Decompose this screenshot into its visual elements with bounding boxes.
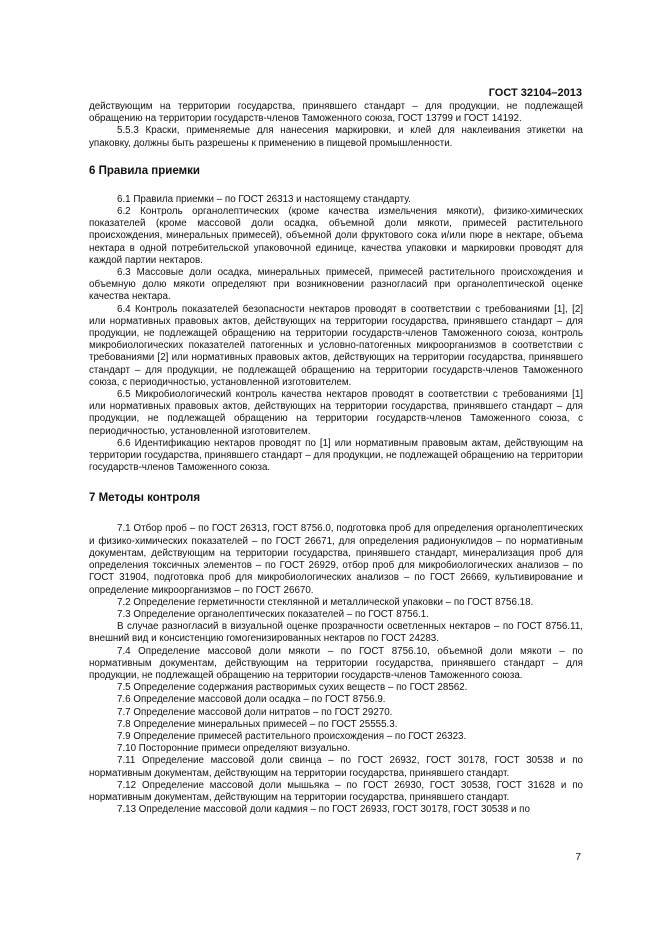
paragraph-7-3: 7.3 Определение органолептических показателей – по ГОСТ 8756.1. <box>117 608 429 620</box>
paragraph-7-4: 7.4 Определение массовой доли мякоти – по ГОСТ 8756.10, объемной доли мякоти – по нормативным документам, действующим на территории государства, принявшего стандарт – для продукции, не подлежащей обращению на территории государств-членов Таможенного союза. <box>89 645 583 681</box>
section-7-heading: 7 Методы контроля <box>89 492 201 505</box>
paragraph-6-4: 6.4 Контроль показателей безопасности нектаров проводят в соответствии с требованиями [1], [2] или нормативных правовых актов, действующих на территории государства, принявшего стандарт – для продукции, не подлежащей обращению на территории государств-членов Таможенного союза, контроль микробиологических показателей патогенных и условно-патогенных микроорганизмов в соответствии с требованиями [2] или нормативных правовых актов, действующих на территории государства, принявшего стандарт – для продукции, не подлежащей обращению на территории государств-членов Таможенного союза, с периодичностью, установленной изготовителем. <box>89 303 583 388</box>
paragraph-7-9: 7.9 Определение примесей растительного происхождения – по ГОСТ 26323. <box>117 730 467 742</box>
paragraph-6-2: 6.2 Контроль органолептических (кроме качества измельчения мякоти), физико-химических показателей (кроме массовой доли осадка, объемной доли мякоти, примесей растительного происхождения, минеральных примесей), объемной доли фруктового сока и/или пюре в нектаре, объема нектара в одной потребительской упаковочной единице, качества упаковки и маркировки проводят для каждой партии нектаров. <box>89 206 583 266</box>
continued-paragraph: действующим на территории государства, принявшего стандарт – для продукции, не подлежащей обращению на территории государств-членов Таможенного союза, ГОСТ 13799 и ГОСТ 14192. <box>89 101 583 125</box>
paragraph-7-13: 7.13 Определение массовой доли кадмия – по ГОСТ 26933, ГОСТ 30178, ГОСТ 30538 и по <box>117 804 530 816</box>
paragraph-5-5-3: 5.5.3 Краски, применяемые для нанесения маркировки, и клей для наклеивания этикетки на упаковку, должны быть разрешены к применению в пищевой промышленности. <box>89 125 583 149</box>
document-body <box>89 101 583 816</box>
paragraph-6-3: 6.3 Массовые доли осадка, минеральных примесей, примесей растительного происхождения и объемную долю мякоти определяют при возникновении разногласий при органолептической оценке качества нектара. <box>89 267 583 303</box>
paragraph-7-6: 7.6 Определение массовой доли осадка – по ГОСТ 8756.9. <box>117 694 386 706</box>
section-6-heading: 6 Правила приемки <box>89 164 200 177</box>
paragraph-7-2: 7.2 Определение герметичности стеклянной и металлической упаковки – по ГОСТ 8756.18. <box>117 596 534 608</box>
paragraph-7-12: 7.12 Определение массовой доли мышьяка – по ГОСТ 26930, ГОСТ 30538, ГОСТ 31628 и по нормативным документам, действующим на территории государства, принявшего стандарт. <box>89 779 583 803</box>
paragraph-7-5: 7.5 Определение содержания растворимых сухих веществ – по ГОСТ 28562. <box>117 682 468 694</box>
paragraph-6-6: 6.6 Идентификацию нектаров проводят по [1] или нормативным правовым актам, действующим на территории государства, принявшего стандарт – для продукции, не подлежащей обращению на территории государств-членов Таможенного союза. <box>89 437 583 474</box>
paragraph-7-11: 7.11 Определение массовой доли свинца – по ГОСТ 26932, ГОСТ 30178, ГОСТ 30538 и по нормативным документам, действующим на территории государства, принявшего стандарт. <box>89 755 583 779</box>
paragraph-6-5: 6.5 Микробиологический контроль качества нектаров проводят в соответствии с требованиями [1] или нормативных правовых актов, действующих на территории государства, принявшего стандарт – для продукции, не подлежащей обращению на территории государств-членов Таможенного союза, с периодичностью, установленной изготовителем. <box>89 389 583 437</box>
paragraph-7-1: 7.1 Отбор проб – по ГОСТ 26313, ГОСТ 8756.0, подготовка проб для определения органолептических и физико-химических показателей – по ГОСТ 26671, для определения радионуклидов – по нормативным документам, действующим на территории государства, принявшего стандарт, минерализация проб для определения токсичных элементов – по ГОСТ 26929, отбор проб для микробиологических анализов – по ГОСТ 31904, подготовка проб для микробиологических анализов – по ГОСТ 26669, культивирование и определение микроорганизмов – по ГОСТ 26670. <box>89 523 583 596</box>
paragraph-6-1: 6.1 Правила приемки – по ГОСТ 26313 и настоящему стандарту. <box>117 193 411 205</box>
paragraph-7-8: 7.8 Определение минеральных примесей – по ГОСТ 25555.3. <box>117 718 398 730</box>
paragraph-7-7: 7.7 Определение массовой доли нитратов – по ГОСТ 29270. <box>117 706 393 718</box>
paragraph-7-10: 7.10 Посторонние примеси определяют визуально. <box>117 743 351 755</box>
page-number: 7 <box>575 852 581 863</box>
paragraph-7-3-note: В случае разногласий в визуальной оценке прозрачности осветленных нектаров – по ГОСТ 8756.11, внешний вид и консистенцию гомогенизированных нектаров по ГОСТ 24283. <box>89 621 583 645</box>
document-header: ГОСТ 32104–2013 <box>488 87 582 99</box>
